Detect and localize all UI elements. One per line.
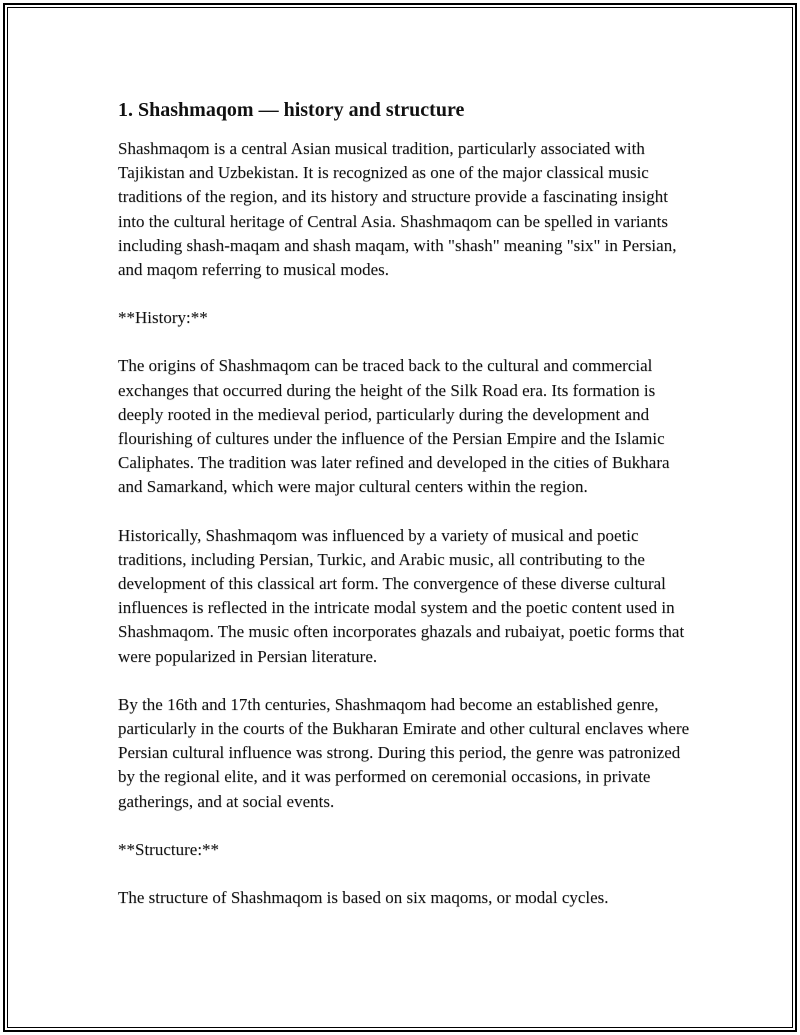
history-paragraph-influences: Historically, Shashmaqom was influenced by a variety of musical and poetic traditions, including Persian, Turkic, and Arabic music, all contributing to the development of this classical art form. The convergence of these diverse cultural influences is reflected in the intricate modal system and the poetic content used in Shashmaqom. The music often incorporates ghazals and rubaiyat, poetic forms that were popularized in Persian literature. [118, 525, 685, 666]
page-border [3, 3, 797, 1032]
intro-paragraph: Shashmaqom is a central Asian musical tradition, particularly associated with Tajikistan and Uzbekistan. It is recognized as one of the major classical music traditions of the region, and its history and structure provide a fascinating insight into the cultural heritage of Central Asia. Shashmaqom can be spelled in variants including shash-maqam and shash maqam, with "shash" meaning "six" in Persian, and maqom referring to musical modes. [118, 139, 677, 280]
document-body [118, 96, 698, 934]
history-paragraph-centuries: By the 16th and 17th centuries, Shashmaqom had become an established genre, particularly in the courts of the Bukharan Emirate and other cultural enclaves where Persian cultural influence was strong. During this period, the genre was patronized by the regional elite, and it was performed on ceremonial occasions, in private gatherings, and at social events. [118, 694, 690, 811]
structure-paragraph: The structure of Shashmaqom is based on six maqoms, or modal cycles. [118, 888, 609, 908]
document-title: 1. Shashmaqom — history and structure [118, 99, 465, 121]
history-heading: **History:** [118, 308, 208, 328]
structure-heading: **Structure:** [118, 839, 220, 859]
history-paragraph-origins: The origins of Shashmaqom can be traced back to the cultural and commercial exchanges that occurred during the height of the Silk Road era. Its formation is deeply rooted in the medieval period, particularly during the development and flourishing of cultures under the influence of the Persian Empire and the Islamic Caliphates. The tradition was later refined and developed in the cities of Bukhara and Samarkand, which were major cultural centers within the region. [118, 356, 670, 497]
